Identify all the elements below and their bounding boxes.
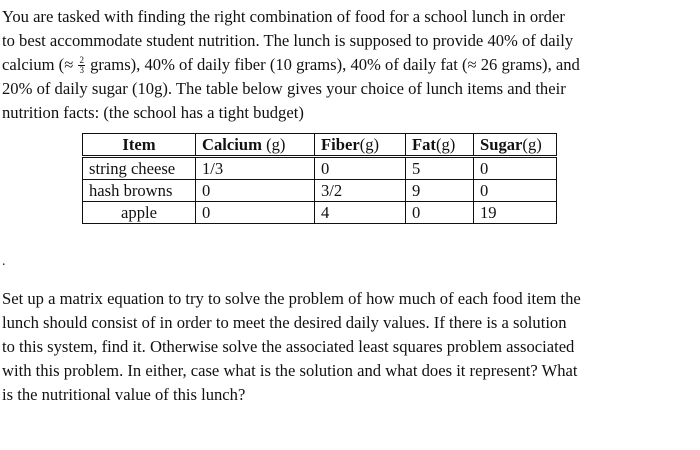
- header-fat-unit: (g): [435, 134, 456, 154]
- cell-calcium: 0: [196, 202, 315, 224]
- two-thirds-fraction: [78, 56, 85, 75]
- header-item: Item: [83, 134, 196, 157]
- nutrition-facts-table: [82, 133, 557, 224]
- intro-line-5: nutrition facts: (the school has a tight budget): [2, 103, 304, 122]
- header-calcium-name: Calcium: [202, 134, 262, 154]
- intro-line-2: to best accommodate student nutrition. The lunch is supposed to provide 40% of daily: [2, 31, 574, 50]
- question-paragraph: [2, 287, 692, 407]
- intro-line-3-start: calcium (≈: [2, 55, 78, 74]
- question-line-5: is the nutritional value of this lunch?: [2, 385, 246, 404]
- cell-fiber: 3/2: [315, 180, 406, 202]
- cell-fiber: 0: [315, 157, 406, 180]
- question-line-1: Set up a matrix equation to try to solve the problem of how much of each food item the: [2, 289, 581, 308]
- table-header-row: [83, 134, 557, 157]
- table-row: [83, 157, 557, 180]
- header-fat-name: Fat: [412, 134, 436, 154]
- cell-fat: 9: [406, 180, 474, 202]
- question-line-3: to this system, find it. Otherwise solve the associated least squares problem associated: [2, 337, 575, 356]
- fraction-denominator: 3: [79, 65, 84, 76]
- header-sugar-unit: (g): [522, 134, 542, 154]
- cell-fat: 0: [406, 202, 474, 224]
- cell-fat: 5: [406, 157, 474, 180]
- header-fat: [406, 134, 474, 157]
- cell-item: apple: [83, 202, 196, 224]
- header-sugar-name: Sugar: [480, 134, 523, 154]
- header-sugar: [474, 134, 557, 157]
- cell-sugar: 0: [474, 180, 557, 202]
- intro-line-3: [2, 53, 692, 77]
- intro-line-4: 20% of daily sugar (10g). The table below gives your choice of lunch items and their: [2, 79, 566, 98]
- table-row: [83, 202, 557, 224]
- header-fiber: [315, 134, 406, 157]
- cell-calcium: 1/3: [196, 157, 315, 180]
- intro-line-3-end: grams), 40% of daily fiber (10 grams), 40% of daily fat (≈ 26 grams), and: [85, 55, 580, 74]
- table-row: [83, 180, 557, 202]
- intro-line-1: You are tasked with finding the right combination of food for a school lunch in order: [2, 7, 565, 26]
- separator-dot: .: [2, 254, 6, 269]
- question-line-2: lunch should consist of in order to meet the desired daily values. If there is a solution: [2, 313, 567, 332]
- cell-item: string cheese: [83, 157, 196, 180]
- cell-item: hash browns: [83, 180, 196, 202]
- cell-sugar: 19: [474, 202, 557, 224]
- header-calcium: [196, 134, 315, 157]
- question-line-4: with this problem. In either, case what is the solution and what does it represent? What: [2, 361, 578, 380]
- cell-calcium: 0: [196, 180, 315, 202]
- header-calcium-unit: (g): [261, 134, 286, 154]
- cell-fiber: 4: [315, 202, 406, 224]
- cell-sugar: 0: [474, 157, 557, 180]
- fraction-numerator: 2: [79, 55, 84, 66]
- header-fiber-unit: (g): [359, 134, 380, 154]
- header-fiber-name: Fiber: [321, 134, 360, 154]
- problem-intro-paragraph: [2, 5, 692, 125]
